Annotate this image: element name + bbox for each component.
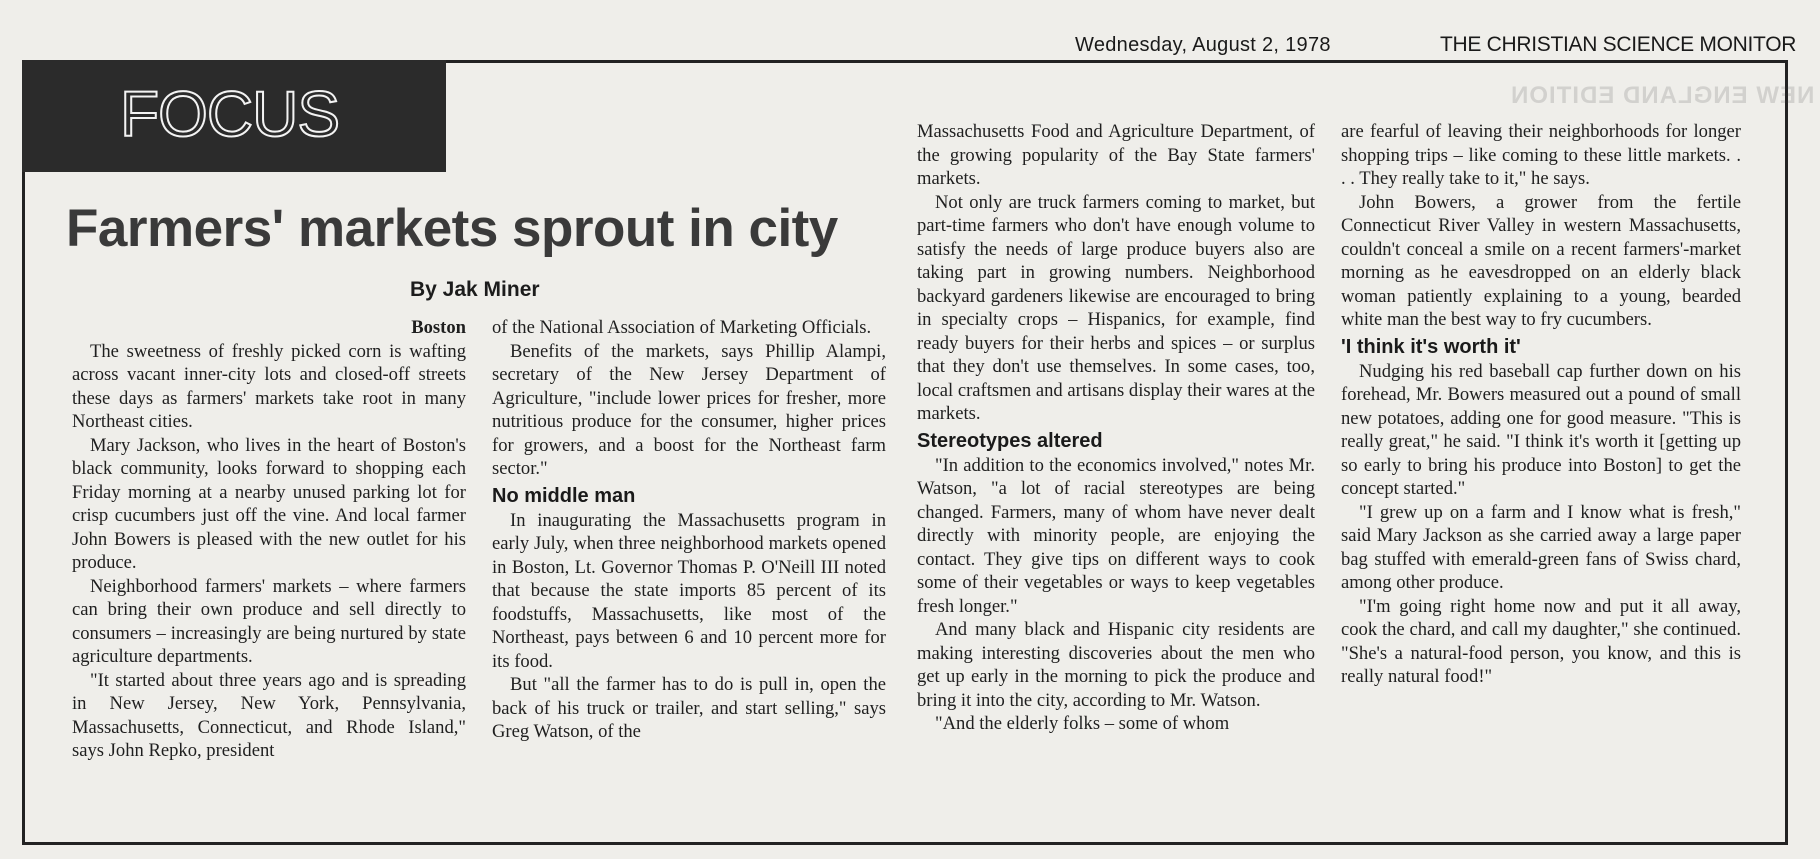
newspaper-name: THE CHRISTIAN SCIENCE MONITOR — [1440, 33, 1797, 56]
paragraph: "And the elderly folks – some of whom — [935, 713, 1230, 734]
paragraph: In inaugurating the Massachusetts program in early July, when three neighborhood markets opened in Boston, Lt. Governor Thomas P. O'Neill III noted that because the state imports 85 percent of its foodstuffs, Massachusetts, like most of the Northeast, pays between 6 and 10 percent more for its food. — [492, 509, 886, 672]
paragraph: Not only are truck farmers coming to market, but part-time farmers who don't have enough volume to satisfy the needs of large produce buyers also are taking part in growing numbers. Neighborhood backyard gardeners likewise are encouraged to bring in specialty crops – Hispanics, for example, find ready buyers for their herbs and spices – or surplus that they don't use themselves. In some cases, too, local craftsmen and artisans display their wares at the markets. — [917, 191, 1315, 424]
paragraph: are fearful of leaving their neighborhoods for longer shopping trips – like coming to these little markets. . . . They really take to it," he says. — [1341, 121, 1741, 189]
paragraph: Nudging his red baseball cap further down on his forehead, Mr. Bowers measured out a pound of small new potatoes, adding one for good measure. "This is really great," he said. "I think it's worth it [getting up so early to bring his produce into Boston] to get the concept started." — [1341, 360, 1741, 499]
column-4 — [1341, 120, 1741, 689]
paragraph: Neighborhood farmers' markets – where farmers can bring their own produce and sell directly to consumers – increasingly are being nurtured by state agriculture departments. — [72, 575, 466, 667]
paragraph: "It started about three years ago and is spreading in New Jersey, New York, Pennsylvania, Massachusetts, Connecticut, and Rhode Island," says John Repko, president — [72, 669, 466, 761]
paragraph: But "all the farmer has to do is pull in, open the back of his truck or trailer, and start selling," says Greg Watson, of the — [492, 674, 886, 742]
paragraph: John Bowers, a grower from the fertile Connecticut River Valley in western Massachusetts, couldn't conceal a smile on a recent farmers'-market morning as he eavesdropped on an elderly black woman patiently explaining to a young, bearded white man the best way to fry cucumbers. — [1341, 191, 1741, 330]
paragraph: The sweetness of freshly picked corn is wafting across vacant inner-city lots and closed-off streets these days as farmers' markets take root in many Northeast cities. — [72, 340, 466, 432]
bleed-through-text: NEW ENGLAND EDITION — [1510, 82, 1815, 109]
paragraph: And many black and Hispanic city residents are making interesting discoveries about the men who get up early in the morning to pick the produce and bring it into the city, according to Mr. Watson. — [917, 619, 1315, 711]
issue-date: Wednesday, August 2, 1978 — [1075, 34, 1331, 56]
column-3 — [917, 120, 1315, 736]
byline: By Jak Miner — [410, 278, 540, 301]
subheading: Stereotypes altered — [917, 429, 1103, 452]
paragraph: "In addition to the economics involved," notes Mr. Watson, "a lot of racial stereotypes are being changed. Farmers, many of whom have never dealt directly with minority people, are enjoying the contact. They give tips on different ways to cook some of their vegetables or ways to keep vegetables fresh longer." — [917, 454, 1315, 617]
paragraph: "I'm going right home now and put it all away, cook the chard, and call my daughter," she continued. "She's a natural-food person, you know, and this is really natural food!" — [1341, 595, 1741, 687]
column-2 — [492, 316, 886, 744]
paragraph: Benefits of the markets, says Phillip Alampi, secretary of the New Jersey Department of Agriculture, "include lower prices for fresher, more nutritious produce for the consumer, higher prices for growers, and a boost for the Northeast farm sector." — [492, 340, 886, 479]
paragraph: "I grew up on a farm and I know what is fresh," said Mary Jackson as she carried away a large paper bag stuffed with emerald-green fans of Swiss chard, among other produce. — [1341, 501, 1741, 593]
subheading: 'I think it's worth it' — [1341, 335, 1521, 358]
section-label: FOCUS — [120, 78, 339, 150]
paragraph: Massachusetts Food and Agriculture Department, of the growing popularity of the Bay State farmers' markets. — [917, 121, 1315, 189]
dateline: Boston — [411, 317, 466, 338]
subheading: No middle man — [492, 484, 636, 507]
article-headline: Farmers' markets sprout in city — [66, 199, 838, 258]
paragraph: Mary Jackson, who lives in the heart of Boston's black community, looks forward to shopping each Friday morning at a nearby unused parking lot for crisp cucumbers just off the vine. And local farmer John Bowers is pleased with the new outlet for his produce. — [72, 434, 466, 573]
paragraph: of the National Association of Marketing Officials. — [492, 317, 872, 338]
column-1 — [72, 316, 466, 763]
